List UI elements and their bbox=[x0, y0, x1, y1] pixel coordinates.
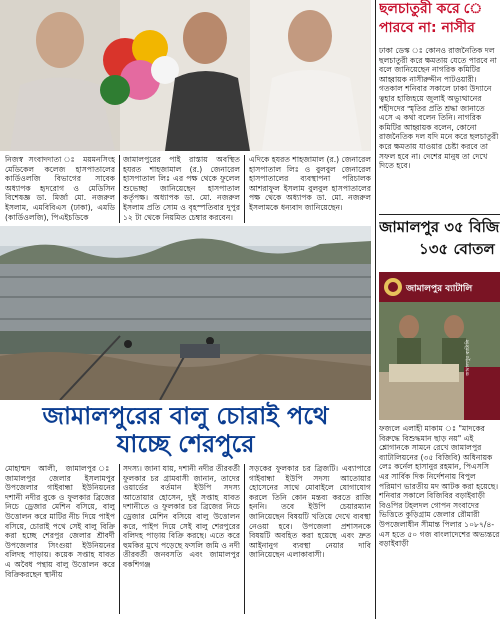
sand-article-col3: সড়কের ফুলকার চর ব্রিজটি। এব্যাপারে গাইবান্ধা ইউপি সদস্য আতোয়ার হোসেনের সাথে মোবাইলে যোগাযোগ করলে তিনি কোন মন্তব্য করতে রাজি হননি। তবে ইউপি চেয়ারম্যান জানিয়েছেন বিষয়টি খতিয়ে দেখে ব্যবস্থা নেওয়া হবে। উপজেলা প্রশাসনকে বিষয়টি অবহিত করা হয়েছে এবং দ্রুত আইনানুগ ব্যবস্থা নেয়ার দাবি জানিয়েছেন এলাকাবাসী। bbox=[249, 464, 371, 560]
politics-headline-line-1: ছলচাতুরী করে ে bbox=[379, 1, 483, 17]
bgb-article-body: ফজলে এলাহী মাকাম ঃ "মাদকের বিরুদ্ধে বিশুদ্ধমান ছাড় নয়" এই শ্লোগানকে সামনে রেখে জামালপুর ব্যাটালিয়নের (৩৫ বিজিবি) অধিনায়ক লেঃ কর্নেল হাসানুর রহমান, পিএসসি এর সার্বিক দিক নির্দেশনায় বিপুল পরিমাণ ভারতীয় মদ আটক করা হয়েছে। শনিবার সকালে বিজিবির বড়াইবাড়ী বিওপির টহলদল গোপন সংবাদের ভিত্তিতে কুড়িগ্রাম জেলার রৌমারী উপজেলাধীন সীমান্ত পিলার ১০৮৭/৪-এস হতে ৫০ গজ বাংলাদেশের অভ্যন্তরে বড়াইবাড়ী bbox=[379, 424, 500, 549]
bgb-headline-line-2: ১৩৫ বোতল bbox=[419, 240, 495, 258]
sand-article-col2: সদস্য। জানা যায়, দশানী নদীর তীরবর্তী ফুলকার চর গ্রামবাসী জানান, তাদের ওয়ার্ডের বর্তমান ইউপি সদস্য আতোয়ার হোসেন, দুই সপ্তাহ যাবত দশানীতে ও ফুলকার চর ব্রিজের নিচে ড্রেজার মেশিন বসিয়ে বালু উত্তোলন করে, পাইপ দিয়ে সেই বালু শেরপুরের বলিদহ পাড়ায় বিক্রি করছে। এতে করে হুমকির মুখে পড়েছে ফসলি জমি ও নদী তীরবর্তী জনবসতি এবং জামালপুর বকশিগঞ্জ bbox=[123, 464, 240, 569]
award-article-col1: নিজস্ব সংবাদদাতা ঃ ময়মনসিংহ মেডিকেল কলেজ হাসপাতালের কার্ডিওলজি বিভাগের সাবেক অধ্যাপক হৃদরোগ ও মেডিসিন বিশেষজ্ঞ ডা. মির্জা মো. নজরুল ইসলাম, এমবিবিএস (ঢাকা), এমডি (কার্ডিওলজি), পিএইচডিকে bbox=[5, 155, 115, 222]
award-article-col2: জামালপুরের পাই রাস্তায় অবস্থিত হযরত শাহজামাল (র.) জেনারেল হাসপাতাল লিঃ এর পক্ষ থেকে ফুলেল শুভেচ্ছা জানিয়েছেন হাসপাতাল কর্তৃপক্ষ। অধ্যাপক ডা. মো. নজরুল ইসলাম প্রতি সোম ও বৃহস্পতিবার দুপুর ১২ টা থেকে নিয়মিত চেম্বার করবেন। bbox=[123, 155, 240, 222]
battalion-banner: জামালপুর ব্যাটালি bbox=[406, 284, 473, 294]
bgb-seizure-photo bbox=[379, 272, 500, 420]
battalion-side-label: জামালপুর ব্যাটালি bbox=[465, 339, 471, 376]
right-section-rule bbox=[379, 214, 500, 215]
sand-article-col1: মোহাম্মদ আলী, জামালপুর ঃ জামালপুর জেলার ইসলামপুর উপজেলার গাইবান্ধা ইউনিয়নের দশানী নদীর বুকে ও ফুলকার ব্রিজের নিচে ড্রেজার মেশিন বসিয়ে, বালু উত্তোলন করে মাটির নীচ দিয়ে পাইপ বসিয়ে, চোরাই পথে সেই বালু বিক্রি করা হচ্ছে শেরপুর জেলার শ্রীবর্দী উপজেলার সিংগুয়া ইউনিয়নের বলিদহ পাড়ায়। কয়েক সপ্তাহ যাবত এ অবৈধ পন্থায় বালু উত্তোলন করে বিক্রিকরছেন স্থানীয় bbox=[5, 464, 115, 579]
column-divider bbox=[119, 155, 120, 223]
page-column-divider bbox=[375, 0, 376, 619]
headline-line-1: জামালপুরের বালু চোরাই পথে bbox=[42, 402, 329, 430]
politics-article-body: ঢাকা ডেস্ক ঃ কোনও রাজনৈতিক দল ছলচাতুরী করে ক্ষমতায় যেতে পারবে না বলে জানিয়েছেন নাগরিক কমিটির আহ্বায়ক নাসীরুদ্দীন পাটওয়ারী। গতকাল শনিবার সকালে ঢাকা উদ্যানে ত্বহার হাজিহয়ে জুলাই অভ্যুত্থানের শহীদদের স্মৃতির প্রতি শ্রদ্ধা জানাতে এসে এ কথা বলেন তিনি। নাগরিক কমিটির আহ্বায়ক বলেন, কোনো রাজনৈতিক দল যদি মনে করে ছলচাতুরী করে ক্ষমতায় যাওয়ার চেষ্টা করবে তা সফল হবে না। দেশের মানুষ তা দেখে দিতে হবে। bbox=[379, 46, 499, 171]
award-article-col3: এদিকে হযরত শাহজামাল (র.) জেনারেল হাসপাতাল লিঃ ও বুলবুল জেনারেল হাসপাতালের ব্যবস্থাপনা পরিচালক আশরাফুল ইসলাম বুলবুল হাসপাতালের পক্ষ থেকে অধ্যাপক ডা. মো. নজরুল ইসলামকে ধন্যবাদ জানিয়েছেন। bbox=[249, 155, 371, 212]
river-sand-photo bbox=[0, 226, 371, 400]
headline-line-2: যাচ্ছে শেরপুরে bbox=[116, 430, 255, 458]
river-sand-illustration bbox=[0, 226, 371, 400]
bgb-headline-line-1: জামালপুর ৩৫ বিজি bbox=[379, 218, 500, 236]
column-divider bbox=[244, 155, 245, 223]
column-divider bbox=[244, 464, 245, 614]
award-photo bbox=[0, 0, 371, 151]
column-divider bbox=[119, 464, 120, 614]
award-photo-illustration bbox=[0, 0, 371, 151]
sand-theft-headline bbox=[0, 402, 371, 460]
politics-headline-line-2: পারবে না: নাসীর bbox=[379, 20, 475, 36]
bgb-headline bbox=[379, 216, 500, 270]
politics-headline bbox=[379, 0, 500, 46]
